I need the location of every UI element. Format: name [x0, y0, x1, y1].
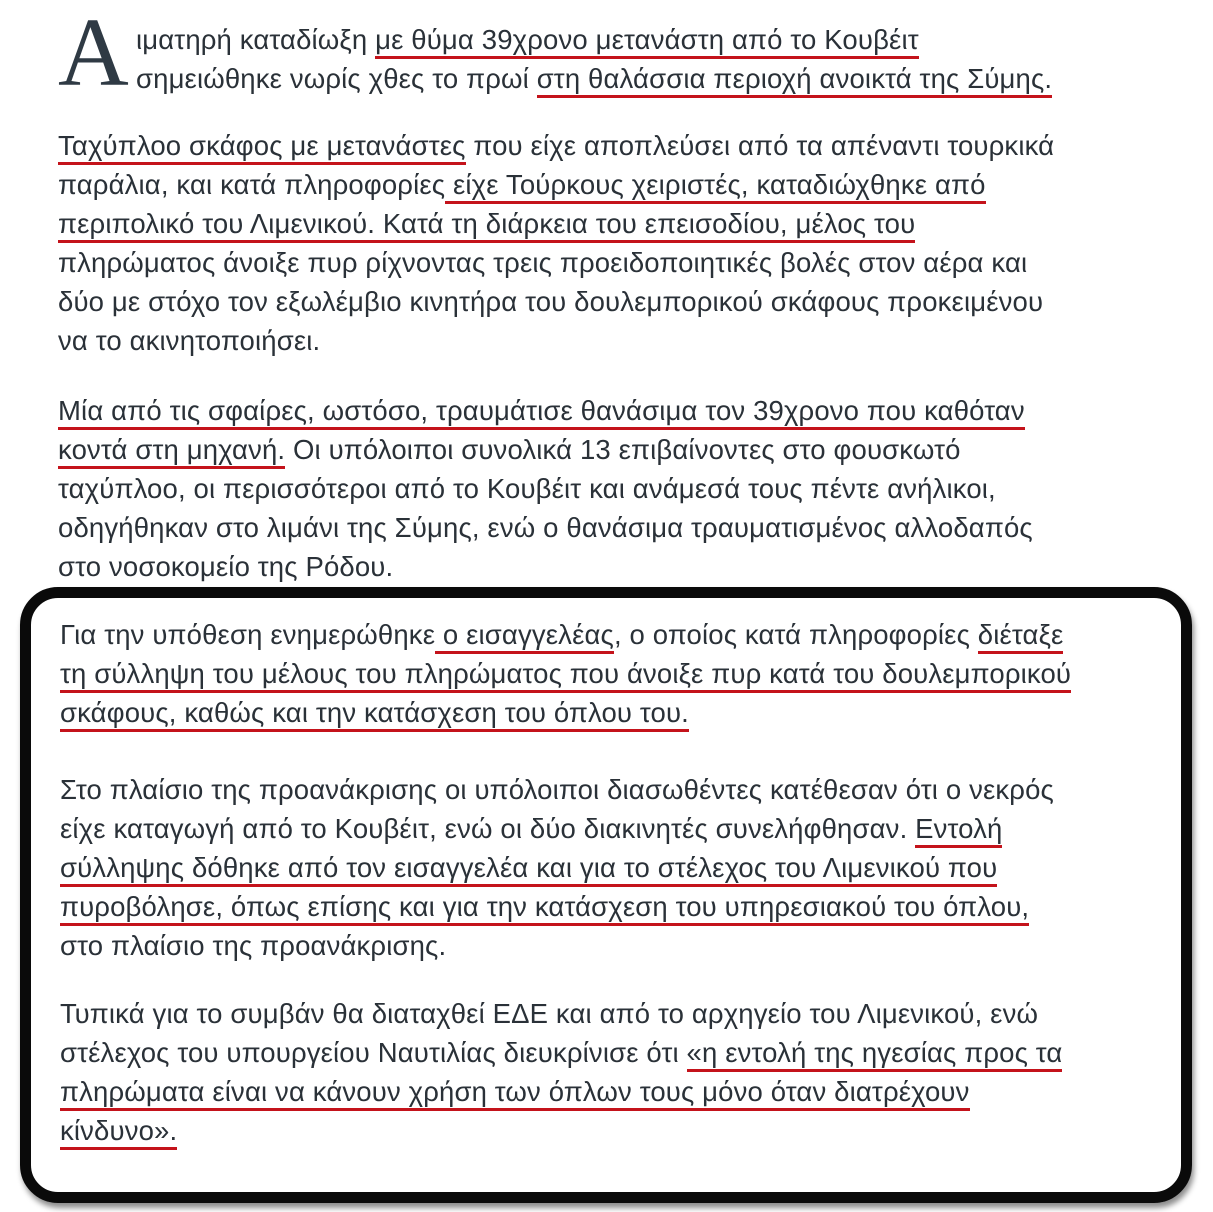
- text-line: [60, 887, 1140, 926]
- text-segment: στο νοσοκομείο της Ρόδου.: [58, 551, 394, 582]
- underlined-phrase: Εντολή: [915, 813, 1002, 848]
- underlined-phrase: σκάφους, καθώς και την κατάσχεση του όπλου του.: [60, 697, 689, 732]
- underlined-phrase: πυροβόλησε, όπως επίσης και για την κατάσχεση του υπηρεσιακού του όπλου,: [60, 891, 1029, 926]
- underlined-phrase: «η εντολή της ηγεσίας προς τα: [687, 1037, 1063, 1072]
- underlined-phrase: Μία από τις σφαίρες, ωστόσο, τραυμάτισε θανάσιμα τον 39χρονο που καθόταν: [58, 395, 1025, 430]
- text-segment: Για την υπόθεση ενημερώθηκε: [60, 619, 436, 650]
- text-line: [58, 469, 1138, 508]
- text-segment: παράλια, και κατά πληροφορίες: [58, 169, 446, 200]
- underlined-phrase: σύλληψης δόθηκε από τον εισαγγελέα και για το στέλεχος του Λιμενικού που: [60, 852, 997, 887]
- underlined-phrase: Ταχύπλοο σκάφος με μετανάστες: [58, 130, 466, 165]
- text-segment: ταχύπλοο, οι περισσότεροι από το Κουβέιτ και ανάμεσά τους πέντε ανήλικοι,: [58, 473, 996, 504]
- underlined-phrase: είχε Τούρκους χειριστές, καταδιώχθηκε από: [445, 169, 985, 204]
- text-segment: οδηγήθηκαν στο λιμάνι της Σύμης, ενώ ο θανάσιμα τραυματισμένος αλλοδαπός: [58, 512, 1033, 543]
- text-line: [136, 20, 1176, 59]
- text-line: [58, 430, 1138, 469]
- text-line: [60, 1072, 1140, 1111]
- text-line: [58, 321, 1138, 360]
- text-segment: είχε καταγωγή από το Κουβέιτ, ενώ οι δύο διακινητές συνελήφθησαν.: [60, 813, 916, 844]
- text-segment: που είχε αποπλεύσει από τα απέναντι τουρκικά: [465, 130, 1055, 161]
- text-segment: στέλεχος του υπουργείου Ναυτιλίας διευκρίνισε ότι: [60, 1037, 687, 1068]
- text-line: [60, 1033, 1140, 1072]
- text-line: [58, 282, 1138, 321]
- text-line: [60, 693, 1140, 732]
- article-paragraph-1: [136, 20, 1176, 98]
- underlined-phrase: διέταξε: [978, 619, 1064, 654]
- text-line: [60, 654, 1140, 693]
- text-segment: να το ακινητοποιήσει.: [58, 325, 321, 356]
- text-line: [60, 926, 1140, 965]
- underlined-phrase: κίνδυνο».: [60, 1115, 177, 1150]
- text-segment: , ο οποίος κατά πληροφορίες: [613, 619, 978, 650]
- text-line: [58, 204, 1138, 243]
- text-segment: δύο με στόχο τον εξωλέμβιο κινητήρα του δουλεμπορικού σκάφους προκειμένου: [58, 286, 1044, 317]
- text-line: [60, 770, 1140, 809]
- underlined-phrase: με θύμα 39χρονο μετανάστη από το Κουβέιτ: [375, 24, 919, 59]
- article-paragraph-2: [58, 126, 1138, 360]
- text-line: [60, 994, 1140, 1033]
- text-segment: Οι υπόλοιποι συνολικά 13 επιβαίνοντες στο φουσκωτό: [285, 434, 961, 465]
- text-segment: στο πλαίσιο της προανάκρισης.: [60, 930, 447, 961]
- underlined-phrase: περιπολικό του Λιμενικού. Κατά τη διάρκεια του επεισοδίου, μέλος του: [58, 208, 915, 243]
- text-line: [60, 809, 1140, 848]
- underlined-phrase: τη σύλληψη του μέλους του πληρώματος που άνοιξε πυρ κατά του δουλεμπορικού: [60, 658, 1071, 693]
- article-paragraph-5: [60, 770, 1140, 965]
- underlined-phrase: πληρώματα είναι να κάνουν χρήση των όπλων τους μόνο όταν διατρέχουν: [60, 1076, 970, 1111]
- text-segment: ιματηρή καταδίωξη: [136, 24, 376, 55]
- text-line: [60, 848, 1140, 887]
- text-line: [58, 508, 1138, 547]
- text-line: [58, 391, 1138, 430]
- text-line: [58, 243, 1138, 282]
- text-line: [58, 126, 1138, 165]
- text-line: [60, 615, 1140, 654]
- underlined-phrase: ο εισαγγελέας: [435, 619, 614, 654]
- text-line: [58, 547, 1138, 586]
- underlined-phrase: στη θαλάσσια περιοχή ανοικτά της Σύμης.: [537, 63, 1053, 98]
- text-segment: Τυπικά για το συμβάν θα διαταχθεί ΕΔΕ και από το αρχηγείο του Λιμενικού, ενώ: [60, 998, 1039, 1029]
- text-line: [136, 59, 1176, 98]
- text-segment: πληρώματος άνοιξε πυρ ρίχνοντας τρεις προειδοποιητικές βολές στον αέρα και: [58, 247, 1028, 278]
- text-line: [58, 165, 1138, 204]
- underlined-phrase: κοντά στη μηχανή.: [58, 434, 285, 469]
- drop-cap: Α: [58, 0, 129, 107]
- article-paragraph-3: [58, 391, 1138, 586]
- text-segment: σημειώθηκε νωρίς χθες το πρωί: [136, 63, 537, 94]
- text-segment: Στο πλαίσιο της προανάκρισης οι υπόλοιποι διασωθέντες κατέθεσαν ότι ο νεκρός: [60, 774, 1054, 805]
- article-paragraph-4: [60, 615, 1140, 732]
- text-line: [60, 1111, 1140, 1150]
- article-paragraph-6: [60, 994, 1140, 1150]
